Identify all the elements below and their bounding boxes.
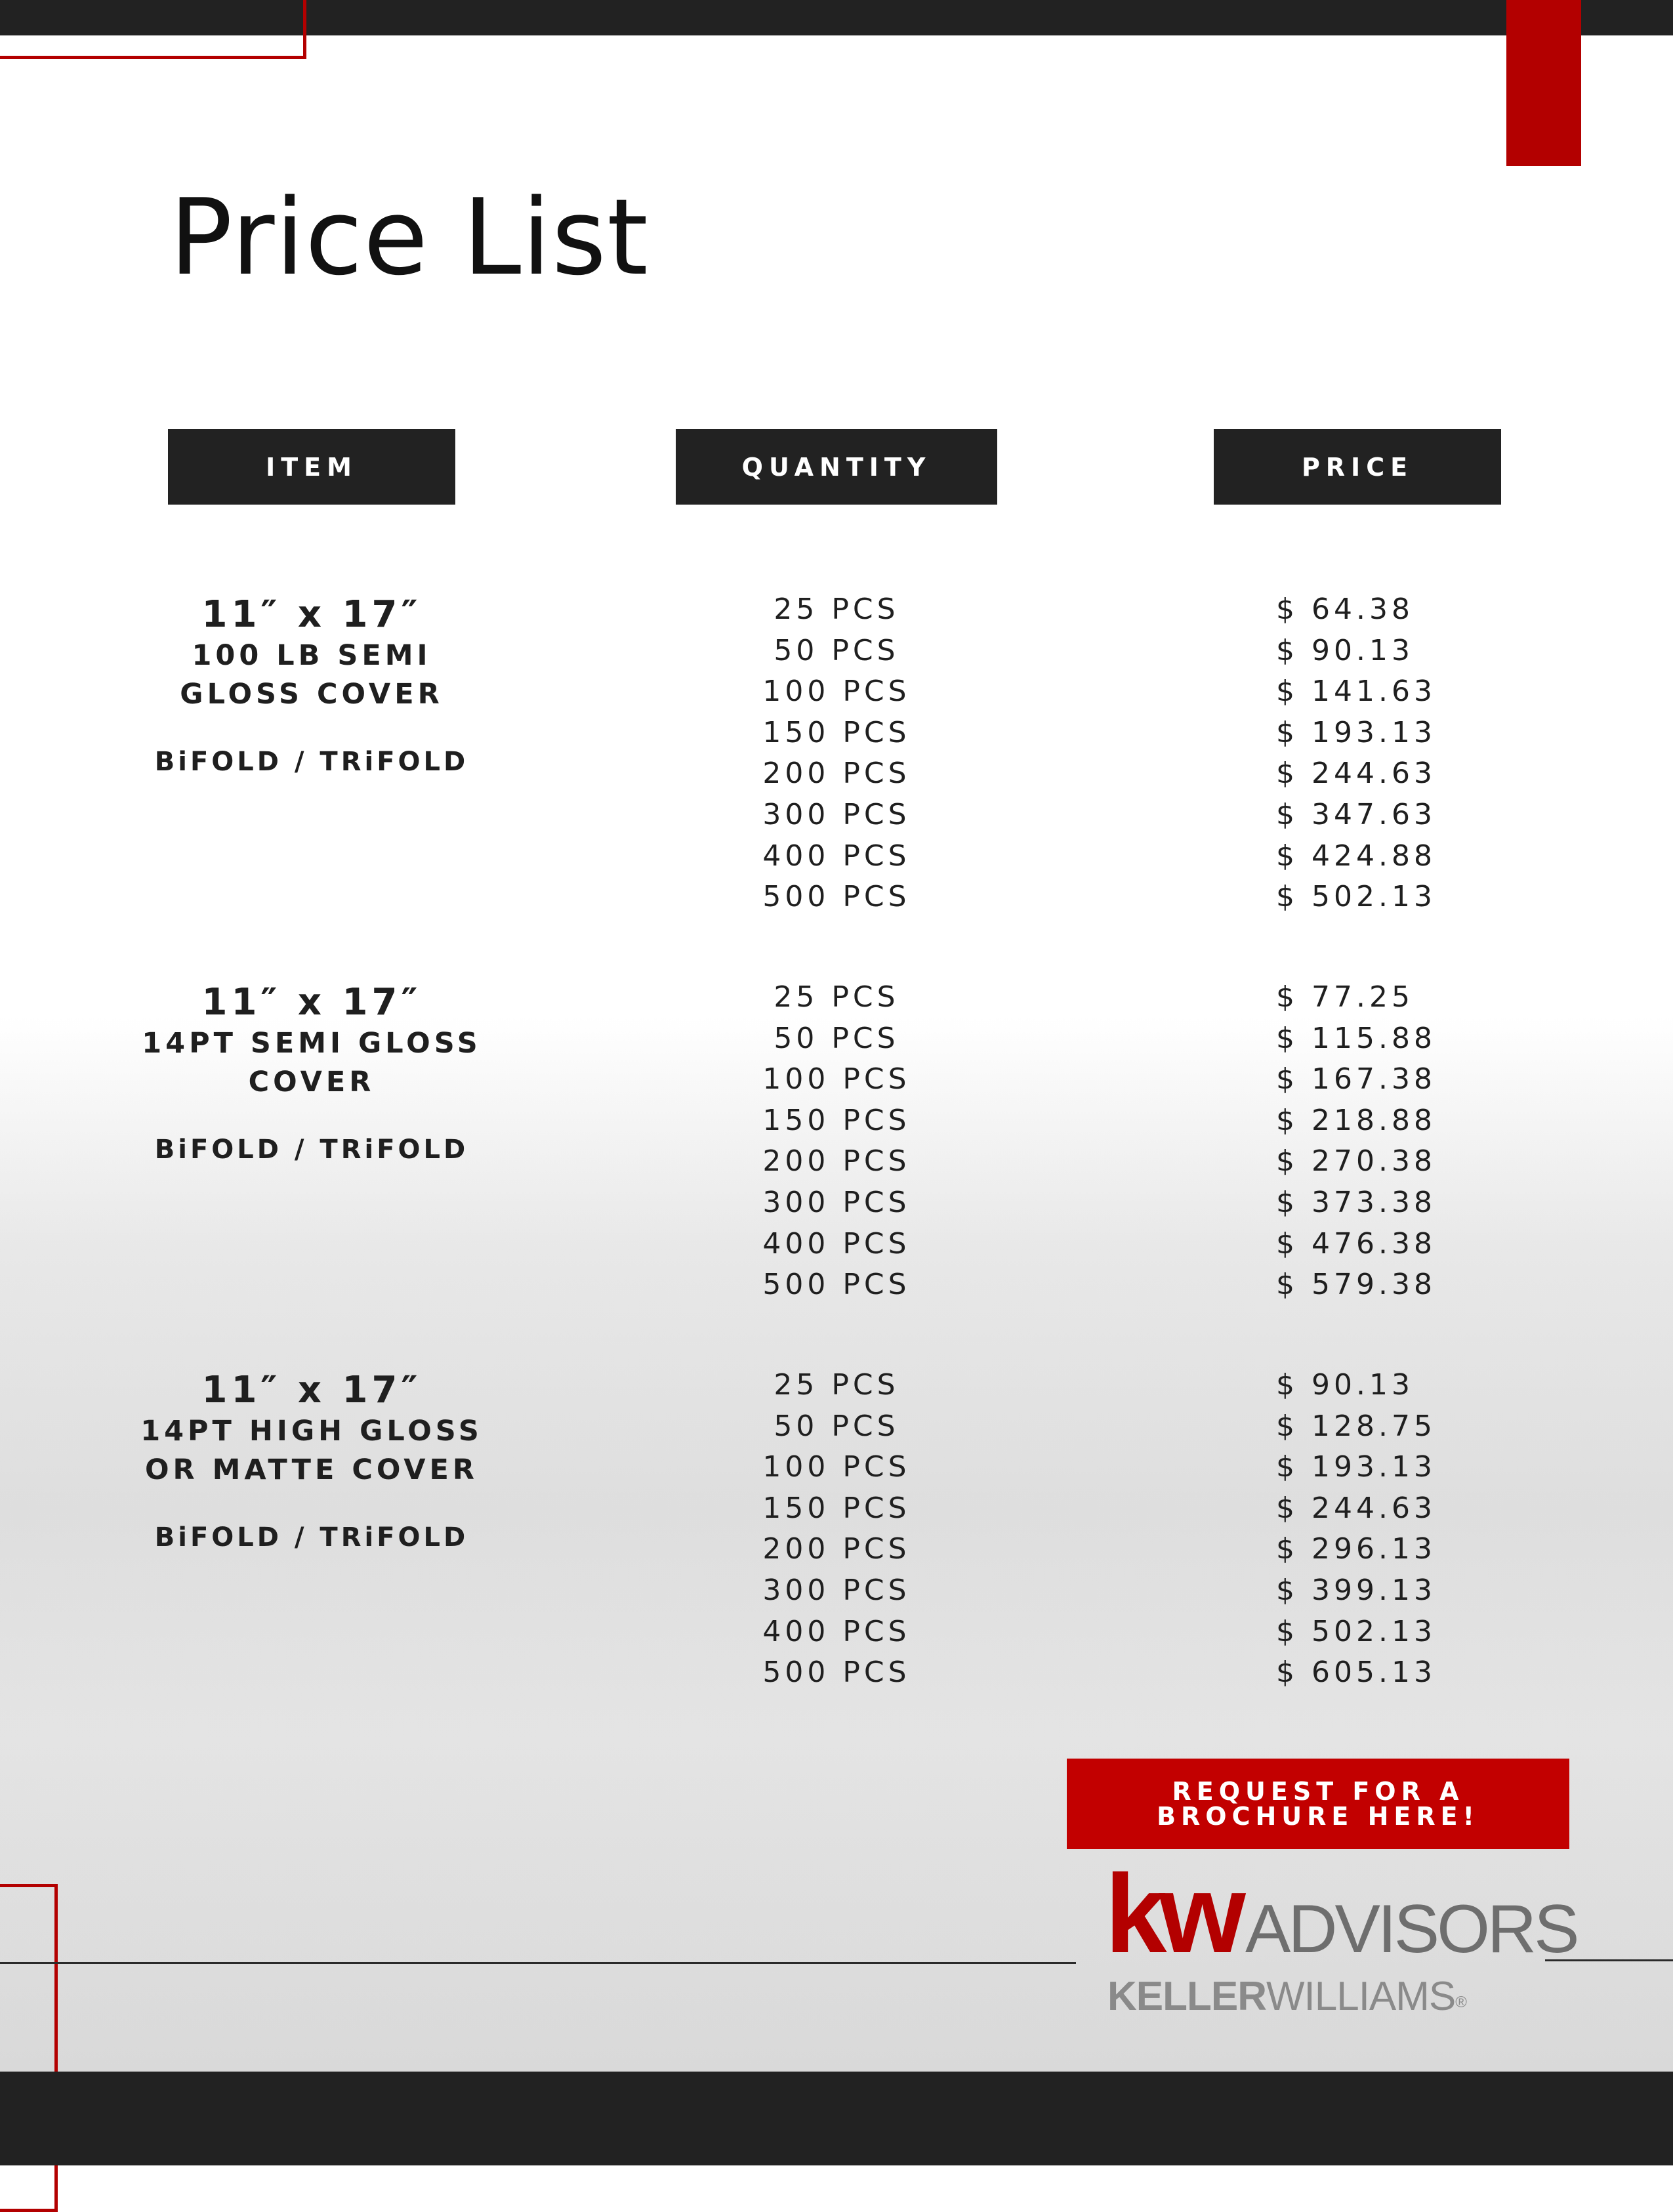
quantity-cell: 500 PCS bbox=[762, 880, 911, 914]
quantity-cell: 50 PCS bbox=[774, 1409, 899, 1443]
quantity-cell: 100 PCS bbox=[762, 1062, 911, 1096]
svg-text:kw: kw bbox=[1105, 1852, 1238, 1976]
price-cell: $ 141.63 bbox=[1276, 675, 1436, 709]
price-list-3 bbox=[1276, 1365, 1512, 1694]
price-cell: $ 270.38 bbox=[1276, 1144, 1436, 1179]
divider-line-left bbox=[0, 1962, 1076, 1964]
price-cell: $ 128.75 bbox=[1276, 1409, 1436, 1443]
price-cell: $ 476.38 bbox=[1276, 1226, 1436, 1261]
quantity-list-3 bbox=[676, 1365, 997, 1694]
price-list-2 bbox=[1276, 977, 1512, 1306]
price-cell: $ 193.13 bbox=[1276, 715, 1436, 749]
corner-frame-top bbox=[0, 0, 306, 59]
quantity-cell: 50 PCS bbox=[774, 1021, 899, 1055]
price-cell: $ 90.13 bbox=[1276, 633, 1414, 667]
quantity-cell: 100 PCS bbox=[762, 675, 911, 709]
price-cell: $ 424.88 bbox=[1276, 839, 1436, 873]
red-accent-tab bbox=[1506, 0, 1581, 166]
quantity-list-1 bbox=[676, 589, 997, 918]
item-size: 11″ x 17″ bbox=[201, 593, 422, 636]
price-cell: $ 244.63 bbox=[1276, 757, 1436, 791]
item-description-line: 14PT SEMI GLOSS bbox=[142, 1027, 482, 1060]
quantity-cell: 300 PCS bbox=[762, 797, 911, 831]
quantity-cell: 100 PCS bbox=[762, 1450, 911, 1484]
page-title: Price List bbox=[169, 176, 649, 299]
quantity-cell: 300 PCS bbox=[762, 1185, 911, 1219]
price-cell: $ 193.13 bbox=[1276, 1450, 1436, 1484]
header-item: ITEM bbox=[168, 429, 455, 505]
price-cell: $ 579.38 bbox=[1276, 1268, 1436, 1302]
request-brochure-button[interactable] bbox=[1067, 1759, 1569, 1849]
price-cell: $ 502.13 bbox=[1276, 1614, 1436, 1648]
svg-text:ADVISORS: ADVISORS bbox=[1245, 1891, 1577, 1967]
quantity-cell: 150 PCS bbox=[762, 1103, 911, 1137]
quantity-cell: 150 PCS bbox=[762, 1491, 911, 1525]
quantity-cell: 25 PCS bbox=[774, 980, 899, 1014]
price-cell: $ 502.13 bbox=[1276, 880, 1436, 914]
price-cell: $ 605.13 bbox=[1276, 1656, 1436, 1690]
quantity-cell: 400 PCS bbox=[762, 1226, 911, 1261]
quantity-list-2 bbox=[676, 977, 997, 1306]
quantity-cell: 25 PCS bbox=[774, 593, 899, 626]
item-description-line: OR MATTE COVER bbox=[144, 1453, 479, 1486]
kw-advisors-logo bbox=[1102, 1852, 1577, 2031]
bottom-bar bbox=[0, 2072, 1673, 2165]
header-quantity: QUANTITY bbox=[676, 429, 997, 505]
item-description-line: 100 LB SEMI bbox=[192, 639, 432, 672]
price-cell: $ 399.13 bbox=[1276, 1573, 1436, 1607]
item-description-line: COVER bbox=[248, 1066, 375, 1098]
item-size: 11″ x 17″ bbox=[201, 981, 422, 1024]
quantity-cell: 50 PCS bbox=[774, 633, 899, 667]
price-cell: $ 77.25 bbox=[1276, 980, 1414, 1014]
quantity-cell: 150 PCS bbox=[762, 715, 911, 749]
price-list-1 bbox=[1276, 589, 1512, 918]
price-cell: $ 167.38 bbox=[1276, 1062, 1436, 1096]
price-cell: $ 244.63 bbox=[1276, 1491, 1436, 1525]
item-group-1 bbox=[118, 593, 505, 778]
quantity-cell: 400 PCS bbox=[762, 1614, 911, 1648]
price-cell: $ 347.63 bbox=[1276, 797, 1436, 831]
request-brochure-label: REQUEST FOR A BROCHURE HERE! bbox=[1157, 1777, 1479, 1831]
svg-text:KELLERWILLIAMS®: KELLERWILLIAMS® bbox=[1107, 1974, 1466, 2019]
quantity-cell: 200 PCS bbox=[762, 1532, 911, 1566]
price-cell: $ 218.88 bbox=[1276, 1103, 1436, 1137]
price-cell: $ 115.88 bbox=[1276, 1021, 1436, 1055]
quantity-cell: 500 PCS bbox=[762, 1268, 911, 1302]
header-price: PRICE bbox=[1214, 429, 1501, 505]
item-fold-type: BiFOLD / TRiFOLD bbox=[154, 1522, 469, 1553]
quantity-cell: 200 PCS bbox=[762, 1144, 911, 1179]
quantity-cell: 200 PCS bbox=[762, 757, 911, 791]
price-cell: $ 296.13 bbox=[1276, 1532, 1436, 1566]
item-fold-type: BiFOLD / TRiFOLD bbox=[154, 1135, 469, 1165]
item-description-line: 14PT HIGH GLOSS bbox=[140, 1415, 483, 1448]
item-description-line: GLOSS COVER bbox=[180, 678, 444, 711]
price-cell: $ 373.38 bbox=[1276, 1185, 1436, 1219]
price-cell: $ 64.38 bbox=[1276, 593, 1414, 626]
item-fold-type: BiFOLD / TRiFOLD bbox=[154, 747, 469, 777]
price-cell: $ 90.13 bbox=[1276, 1368, 1414, 1402]
quantity-cell: 25 PCS bbox=[774, 1368, 899, 1402]
quantity-cell: 500 PCS bbox=[762, 1656, 911, 1690]
item-size: 11″ x 17″ bbox=[201, 1369, 422, 1411]
item-group-2 bbox=[118, 981, 505, 1166]
quantity-cell: 400 PCS bbox=[762, 839, 911, 873]
quantity-cell: 300 PCS bbox=[762, 1573, 911, 1607]
item-group-3 bbox=[118, 1369, 505, 1554]
